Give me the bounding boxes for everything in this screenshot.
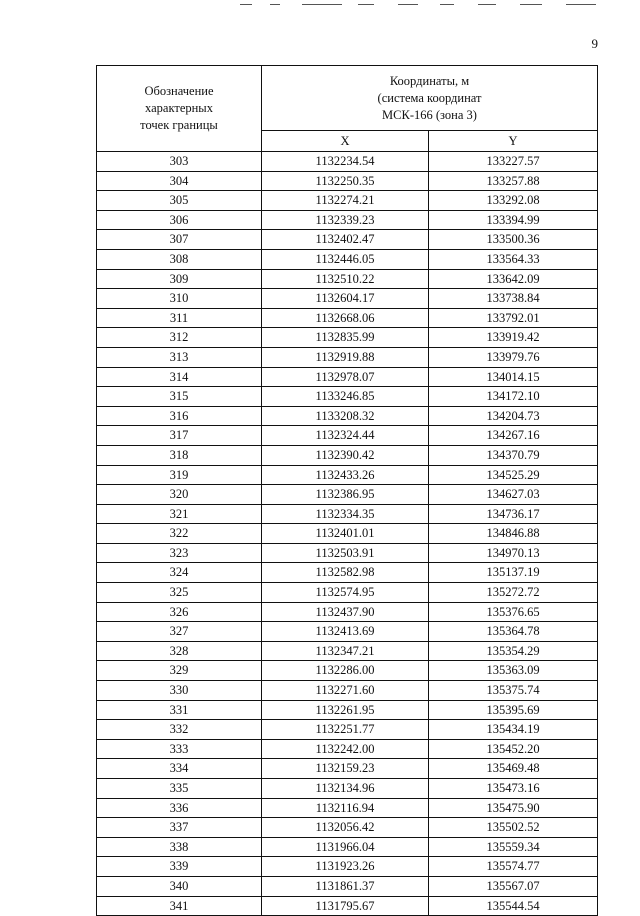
table-row (97, 406, 598, 426)
point-number-cell: 335 (97, 779, 262, 799)
y-coordinate-cell: 133792.01 (429, 308, 598, 328)
point-number-cell: 340 (97, 876, 262, 896)
point-number-cell: 303 (97, 152, 262, 172)
table-row (97, 387, 598, 407)
x-coordinate-cell: 1132446.05 (262, 249, 429, 269)
table-row (97, 269, 598, 289)
table-row (97, 445, 598, 465)
point-number-cell: 307 (97, 230, 262, 250)
y-coordinate-cell: 135469.48 (429, 759, 598, 779)
table-row (97, 720, 598, 740)
x-coordinate-cell: 1132116.94 (262, 798, 429, 818)
table-row (97, 249, 598, 269)
x-coordinate-cell: 1132835.99 (262, 328, 429, 348)
x-coordinate-cell: 1132437.90 (262, 602, 429, 622)
point-number-cell: 324 (97, 563, 262, 583)
x-coordinate-cell: 1132668.06 (262, 308, 429, 328)
table-row (97, 504, 598, 524)
y-coordinate-cell: 135272.72 (429, 583, 598, 603)
y-coordinate-cell: 133292.08 (429, 191, 598, 211)
table-row (97, 563, 598, 583)
x-coordinate-cell: 1132574.95 (262, 583, 429, 603)
point-number-cell: 314 (97, 367, 262, 387)
y-coordinate-cell: 135376.65 (429, 602, 598, 622)
table-row (97, 583, 598, 603)
table-row (97, 465, 598, 485)
page-number: 9 (591, 36, 598, 51)
point-number-cell: 321 (97, 504, 262, 524)
x-coordinate-cell: 1132339.23 (262, 210, 429, 230)
x-coordinate-cell: 1132978.07 (262, 367, 429, 387)
table-row (97, 779, 598, 799)
x-coordinate-cell: 1132261.95 (262, 700, 429, 720)
header-y: Y (429, 130, 598, 151)
y-coordinate-cell: 135475.90 (429, 798, 598, 818)
table-row (97, 641, 598, 661)
header-point-designation-line: Обозначение (144, 84, 214, 98)
x-coordinate-cell: 1131861.37 (262, 876, 429, 896)
table-row (97, 210, 598, 230)
point-number-cell: 318 (97, 445, 262, 465)
x-coordinate-cell: 1132159.23 (262, 759, 429, 779)
table-row (97, 876, 598, 896)
y-coordinate-cell: 134736.17 (429, 504, 598, 524)
y-coordinate-cell: 135452.20 (429, 739, 598, 759)
y-coordinate-cell: 135544.54 (429, 896, 598, 916)
x-coordinate-cell: 1132503.91 (262, 543, 429, 563)
point-number-cell: 329 (97, 661, 262, 681)
table-row (97, 857, 598, 877)
point-number-cell: 317 (97, 426, 262, 446)
y-coordinate-cell: 135574.77 (429, 857, 598, 877)
point-number-cell: 325 (97, 583, 262, 603)
x-coordinate-cell: 1132582.98 (262, 563, 429, 583)
coordinates-table (96, 65, 598, 916)
table-row (97, 759, 598, 779)
y-coordinate-cell: 133979.76 (429, 347, 598, 367)
y-coordinate-cell: 135559.34 (429, 837, 598, 857)
y-coordinate-cell: 135364.78 (429, 622, 598, 642)
point-number-cell: 312 (97, 328, 262, 348)
x-coordinate-cell: 1132286.00 (262, 661, 429, 681)
point-number-cell: 338 (97, 837, 262, 857)
x-coordinate-cell: 1131966.04 (262, 837, 429, 857)
table-row (97, 837, 598, 857)
x-coordinate-cell: 1133246.85 (262, 387, 429, 407)
point-number-cell: 326 (97, 602, 262, 622)
y-coordinate-cell: 134627.03 (429, 485, 598, 505)
y-coordinate-cell: 134172.10 (429, 387, 598, 407)
y-coordinate-cell: 135395.69 (429, 700, 598, 720)
y-coordinate-cell: 133257.88 (429, 171, 598, 191)
x-coordinate-cell: 1132274.21 (262, 191, 429, 211)
y-coordinate-cell: 135363.09 (429, 661, 598, 681)
table-row (97, 191, 598, 211)
point-number-cell: 306 (97, 210, 262, 230)
x-coordinate-cell: 1132334.35 (262, 504, 429, 524)
header-coordinates-line: (система координат (377, 91, 482, 106)
table-row (97, 739, 598, 759)
y-coordinate-cell: 133564.33 (429, 249, 598, 269)
table-row (97, 230, 598, 250)
y-coordinate-cell: 134970.13 (429, 543, 598, 563)
header-point-designation-line: характерных (145, 101, 213, 115)
y-coordinate-cell: 134204.73 (429, 406, 598, 426)
table-row (97, 681, 598, 701)
x-coordinate-cell: 1132386.95 (262, 485, 429, 505)
point-number-cell: 341 (97, 896, 262, 916)
table-row (97, 543, 598, 563)
y-coordinate-cell: 133642.09 (429, 269, 598, 289)
y-coordinate-cell: 134370.79 (429, 445, 598, 465)
point-number-cell: 336 (97, 798, 262, 818)
x-coordinate-cell: 1132433.26 (262, 465, 429, 485)
x-coordinate-cell: 1132056.42 (262, 818, 429, 838)
table-row (97, 289, 598, 309)
x-coordinate-cell: 1132413.69 (262, 622, 429, 642)
x-coordinate-cell: 1133208.32 (262, 406, 429, 426)
table-row (97, 602, 598, 622)
header-coordinates-line: Координаты, м (389, 74, 470, 89)
point-number-cell: 308 (97, 249, 262, 269)
table-row (97, 485, 598, 505)
y-coordinate-cell: 134846.88 (429, 524, 598, 544)
header-coordinates (262, 66, 598, 131)
point-number-cell: 320 (97, 485, 262, 505)
table-row (97, 152, 598, 172)
y-coordinate-cell: 135434.19 (429, 720, 598, 740)
point-number-cell: 313 (97, 347, 262, 367)
y-coordinate-cell: 134525.29 (429, 465, 598, 485)
y-coordinate-cell: 133919.42 (429, 328, 598, 348)
x-coordinate-cell: 1132402.47 (262, 230, 429, 250)
point-number-cell: 316 (97, 406, 262, 426)
point-number-cell: 333 (97, 739, 262, 759)
table-row (97, 308, 598, 328)
table-row (97, 367, 598, 387)
point-number-cell: 334 (97, 759, 262, 779)
x-coordinate-cell: 1132347.21 (262, 641, 429, 661)
table-row (97, 426, 598, 446)
point-number-cell: 311 (97, 308, 262, 328)
y-coordinate-cell: 135473.16 (429, 779, 598, 799)
table-row (97, 661, 598, 681)
x-coordinate-cell: 1132604.17 (262, 289, 429, 309)
point-number-cell: 328 (97, 641, 262, 661)
table-row (97, 328, 598, 348)
y-coordinate-cell: 135567.07 (429, 876, 598, 896)
header-point-designation-line: точек границы (140, 118, 218, 132)
table-body (97, 152, 598, 916)
point-number-cell: 315 (97, 387, 262, 407)
x-coordinate-cell: 1131923.26 (262, 857, 429, 877)
y-coordinate-cell: 135375.74 (429, 681, 598, 701)
point-number-cell: 330 (97, 681, 262, 701)
x-coordinate-cell: 1132271.60 (262, 681, 429, 701)
table-row (97, 622, 598, 642)
x-coordinate-cell: 1132324.44 (262, 426, 429, 446)
table-row (97, 700, 598, 720)
y-coordinate-cell: 134267.16 (429, 426, 598, 446)
header-x: X (262, 130, 429, 151)
x-coordinate-cell: 1132919.88 (262, 347, 429, 367)
point-number-cell: 310 (97, 289, 262, 309)
point-number-cell: 337 (97, 818, 262, 838)
point-number-cell: 305 (97, 191, 262, 211)
y-coordinate-cell: 133500.36 (429, 230, 598, 250)
table-row (97, 171, 598, 191)
y-coordinate-cell: 135137.19 (429, 563, 598, 583)
y-coordinate-cell: 133227.57 (429, 152, 598, 172)
header-coordinates-line: МСК-166 (зона 3) (382, 108, 477, 123)
x-coordinate-cell: 1132250.35 (262, 171, 429, 191)
point-number-cell: 332 (97, 720, 262, 740)
point-number-cell: 327 (97, 622, 262, 642)
y-coordinate-cell: 133394.99 (429, 210, 598, 230)
point-number-cell: 323 (97, 543, 262, 563)
point-number-cell: 309 (97, 269, 262, 289)
y-coordinate-cell: 135354.29 (429, 641, 598, 661)
x-coordinate-cell: 1132390.42 (262, 445, 429, 465)
table-row (97, 347, 598, 367)
header-point-designation (97, 66, 262, 152)
point-number-cell: 322 (97, 524, 262, 544)
y-coordinate-cell: 133738.84 (429, 289, 598, 309)
point-number-cell: 304 (97, 171, 262, 191)
table-row (97, 818, 598, 838)
x-coordinate-cell: 1132510.22 (262, 269, 429, 289)
x-coordinate-cell: 1132242.00 (262, 739, 429, 759)
x-coordinate-cell: 1132234.54 (262, 152, 429, 172)
table-row (97, 524, 598, 544)
x-coordinate-cell: 1131795.67 (262, 896, 429, 916)
point-number-cell: 319 (97, 465, 262, 485)
x-coordinate-cell: 1132134.96 (262, 779, 429, 799)
point-number-cell: 331 (97, 700, 262, 720)
scan-edge-marks (240, 4, 640, 8)
table-row (97, 798, 598, 818)
x-coordinate-cell: 1132401.01 (262, 524, 429, 544)
y-coordinate-cell: 135502.52 (429, 818, 598, 838)
x-coordinate-cell: 1132251.77 (262, 720, 429, 740)
y-coordinate-cell: 134014.15 (429, 367, 598, 387)
point-number-cell: 339 (97, 857, 262, 877)
